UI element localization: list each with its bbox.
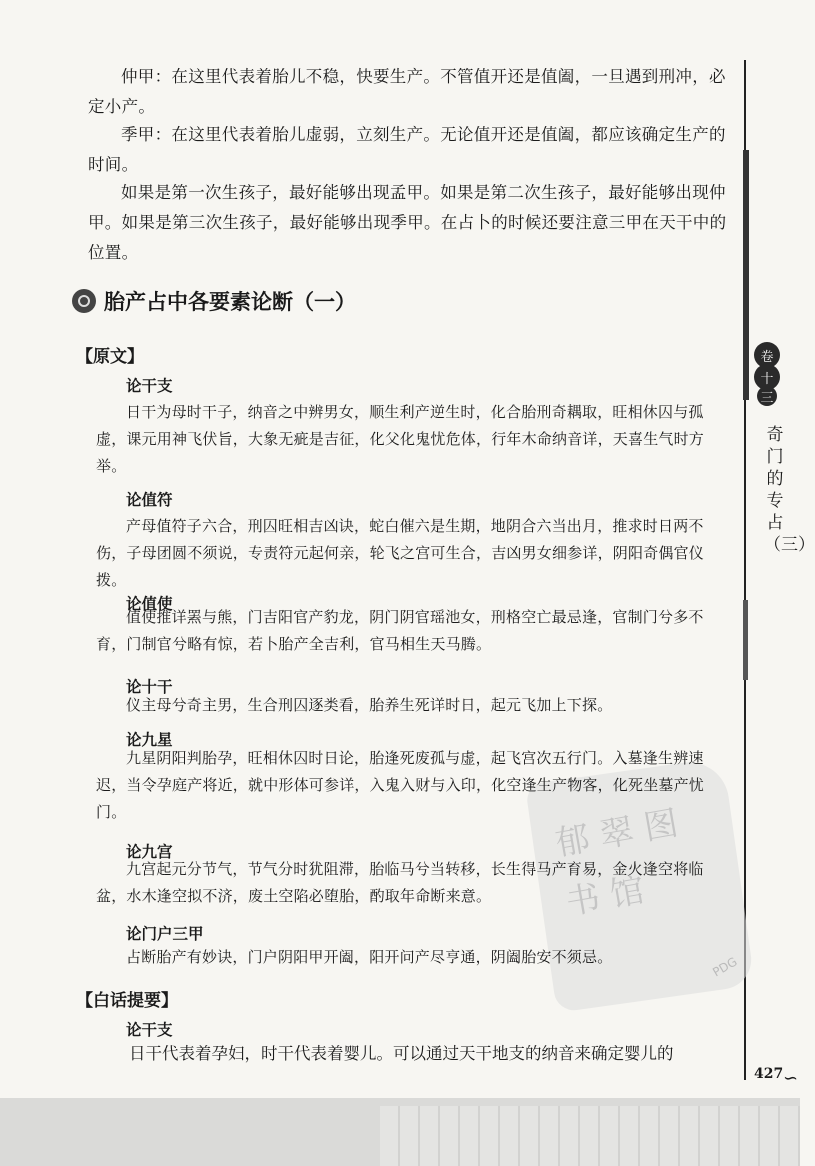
- subsection-title: 论门户三甲: [126, 925, 204, 943]
- original-text-body: 值使推详罴与熊，门吉阳官产豹龙，阴门阴官瑶池女，刑格空亡最忌逢，官制门兮多不育，门制官兮略有惊，若卜胎产全吉利，官马相生天马腾。: [96, 608, 704, 653]
- margin-rule-bold: [743, 600, 748, 680]
- library-stamp-text: 郁 翠 图 书 馆: [552, 803, 682, 924]
- subsection-title: 论值符: [126, 491, 173, 509]
- volume-badge-char: 卷: [754, 342, 780, 368]
- volume-badge-char: 三: [757, 386, 777, 406]
- original-text-heading: 【原文】: [76, 347, 144, 367]
- paragraph: 季甲：在这里代表着胎儿虚弱，立刻生产。无论值开还是值阖，都应该确定生产的时间。: [88, 125, 726, 174]
- paragraph: 仲甲：在这里代表着胎儿不稳，快要生产。不管值开还是值阖，一旦遇到刑冲，必定小产。: [88, 67, 726, 116]
- original-text-body: 九宫起元分节气，节气分时犹阻滞，胎临马兮当转移，长生得马产育易，金火逢空将临盆，水木逢空拟不济，废土空陷必堕胎，酌取年命断来意。: [96, 860, 704, 905]
- volume-badge-char: 十: [754, 364, 780, 390]
- original-text-body: 仪主母兮奇主男，生合刑囚逐类看，胎养生死详时日，起元飞加上下探。: [126, 696, 613, 714]
- scan-bottom-pattern: [380, 1106, 800, 1166]
- watermark: PDG: [710, 954, 740, 980]
- subsection-title: 论九宫: [126, 843, 173, 861]
- section-bullet-icon: [72, 289, 96, 313]
- subsection-title: 论干支: [126, 377, 173, 395]
- subsection-title: 论九星: [126, 731, 173, 749]
- original-text-body: 日干为母时干子，纳音之中辨男女，顺生利产逆生时，化合胎刑奇耦取，旺相休囚与孤虚，课元用神飞伏旨，大象无疵是吉征，化父化鬼忧危体，行年木命纳音详，天喜生气时方举。: [96, 403, 705, 475]
- margin-rule-bold: [743, 150, 749, 400]
- volume-badge: [754, 342, 784, 410]
- ornament-icon: ∽: [783, 1068, 799, 1089]
- vernacular-body: 日干代表着孕妇，时干代表着婴儿。可以通过天干地支的纳音来确定婴儿的: [129, 1044, 674, 1063]
- section-heading-text: 胎产占中各要素论断（一）: [104, 290, 356, 314]
- original-text-body: 九星阴阳判胎孕，旺相休囚时日论，胎逢死废孤与虚，起飞宫次五行门。入墓逢生辨速迟，当令孕庭产将近，就中形体可参详，入鬼入财与入印，化空逢生产物客，化死坐墓产忧门。: [96, 749, 705, 821]
- original-text-body: 产母值符子六合，刑囚旺相吉凶诀，蛇白催六是生期，地阴合六当出月，推求时日两不伤，子母团圆不须说，专责符元起何亲，轮飞之宫可生合，吉凶男女细参详，阴阳奇偶官仪拨。: [96, 517, 705, 589]
- original-text-body: 占断胎产有妙诀，门户阴阳甲开阖，阳开问产尽亨通，阴阖胎安不须忌。: [126, 948, 613, 966]
- chapter-side-title: 奇门的专占（三）: [764, 425, 815, 555]
- subsection-title: 论值使: [126, 595, 173, 613]
- vernacular-heading: 【白话提要】: [76, 991, 178, 1011]
- page-number: 427: [754, 1066, 784, 1082]
- subsection-title: 论十干: [126, 678, 173, 696]
- paragraph: 如果是第一次生孩子，最好能够出现孟甲。如果是第二次生孩子，最好能够出现仲甲。如果是第三次生孩子，最好能够出现季甲。在占卜的时候还要注意三甲在天干中的位置。: [88, 183, 727, 262]
- section-heading: [72, 286, 356, 316]
- subsection-title: 论干支: [126, 1021, 173, 1039]
